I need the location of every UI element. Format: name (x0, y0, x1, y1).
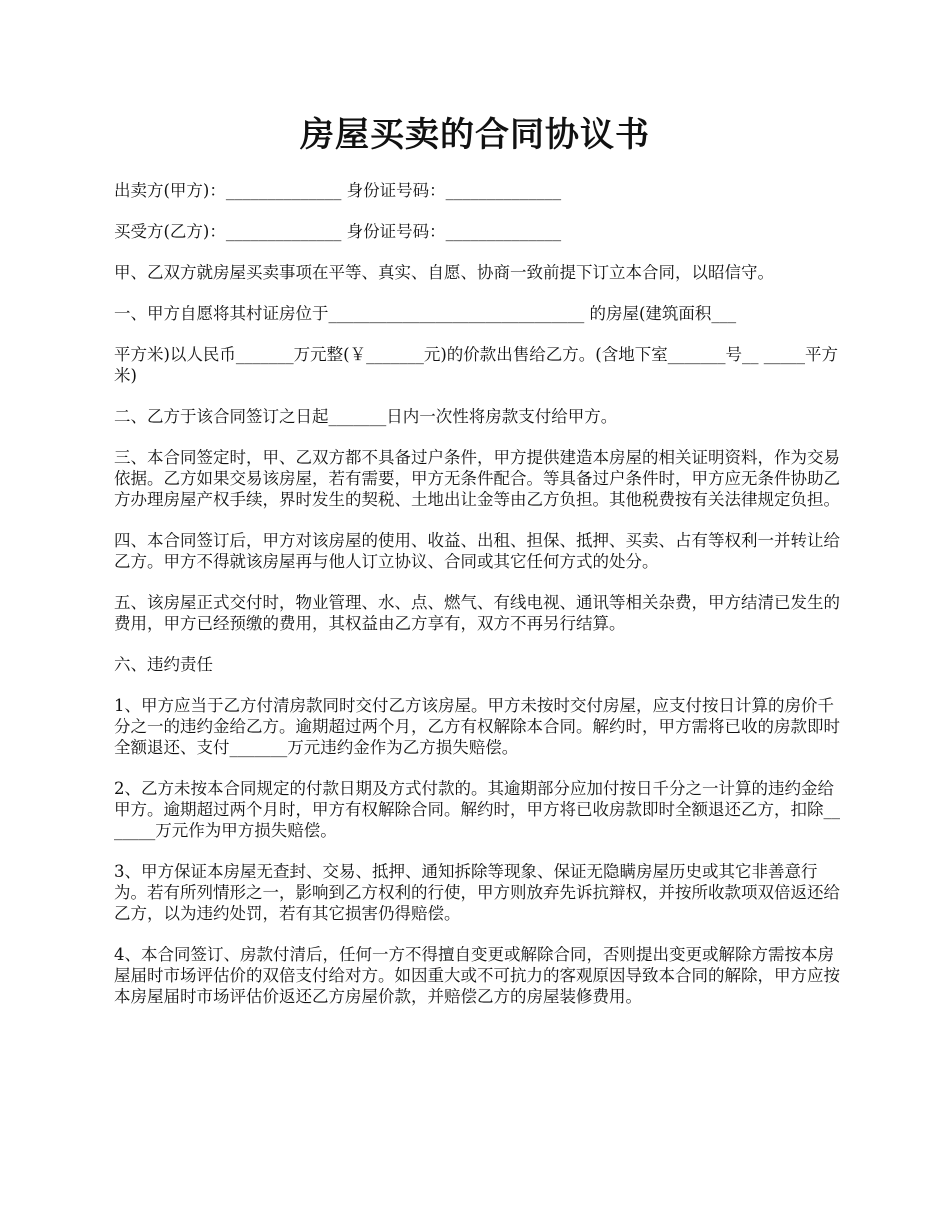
document-body (114, 180, 848, 1027)
clause-1-part-a: 一、甲方自愿将其村证房位于_______________________________ 的房屋(建筑面积___ (114, 304, 737, 323)
clause-5: 五、该房屋正式交付时，物业管理、水、点、燃气、有线电视、通讯等相关杂费，甲方结清已发生的费用，甲方已经预缴的费用，其权益由乙方享有，双方不再另行结算。 (114, 593, 840, 633)
clause-6-heading: 六、违约责任 (114, 655, 213, 674)
liability-item-1: 1、甲方应当于乙方付清房款同时交付乙方该房屋。甲方未按时交付房屋，应支付按日计算的房价千分之一的违约金给乙方。逾期超过两个月，乙方有权解除本合同。解约时，甲方需将已收的房款即时全额退还、支付_______万元违约金作为乙方损失赔偿。 (114, 696, 840, 757)
liability-item-4: 4、本合同签订、房款付清后，任何一方不得擅自变更或解除合同，否则提出变更或解除方需按本房屋届时市场评估价的双倍支付给对方。如因重大或不可抗力的客观原因导致本合同的解除，甲方应按本房屋届时市场评估价返还乙方房屋价款，并赔偿乙方的房屋装修费用。 (114, 945, 840, 1006)
liability-item-3: 3、甲方保证本房屋无查封、交易、抵押、通知拆除等现象、保证无隐瞒房屋历史或其它非善意行为。若有所列情形之一，影响到乙方权利的行使，甲方则放弃先诉抗辩权，并按所收款项双倍返还给乙方，以为违约处罚，若有其它损害仍得赔偿。 (114, 862, 840, 923)
clause-3: 三、本合同签定时，甲、乙双方都不具备过户条件，甲方提供建造本房屋的相关证明资料，作为交易依据。乙方如果交易该房屋，若有需要，甲方无条件配合。等具备过户条件时，甲方应无条件协助乙方办理房屋产权手续，界时发生的契税、土地出让金等由乙方负担。其他税费按有关法律规定负担。 (114, 448, 840, 509)
clause-1-part-b: 平方米)以人民币_______万元整(￥_______元)的价款出售给乙方。(含地下室_______号__ _____平方米) (114, 345, 838, 385)
preamble: 甲、乙双方就房屋买卖事项在平等、真实、自愿、协商一致前提下订立本合同，以昭信守。 (114, 263, 774, 282)
liability-item-2: 2、乙方未按本合同规定的付款日期及方式付款的。其逾期部分应加付按日千分之一计算的违约金给甲方。逾期超过两个月时，甲方有权解除合同。解约时，甲方将已收房款即时全额退还乙方，扣除_______万元作为甲方损失赔偿。 (114, 779, 840, 840)
seller-line: 出卖方(甲方)：______________ 身份证号码：______________ (114, 181, 562, 200)
clause-2: 二、乙方于该合同签订之日起_______日内一次性将房款支付给甲方。 (114, 407, 618, 426)
buyer-line: 买受方(乙方)：______________ 身份证号码：______________ (114, 222, 562, 241)
clause-4: 四、本合同签订后，甲方对该房屋的使用、收益、出租、担保、抵押、买卖、占有等权利一并转让给乙方。甲方不得就该房屋再与他人订立协议、合同或其它任何方式的处分。 (114, 531, 840, 571)
document-title: 房屋买卖的合同协议书 (300, 115, 650, 155)
